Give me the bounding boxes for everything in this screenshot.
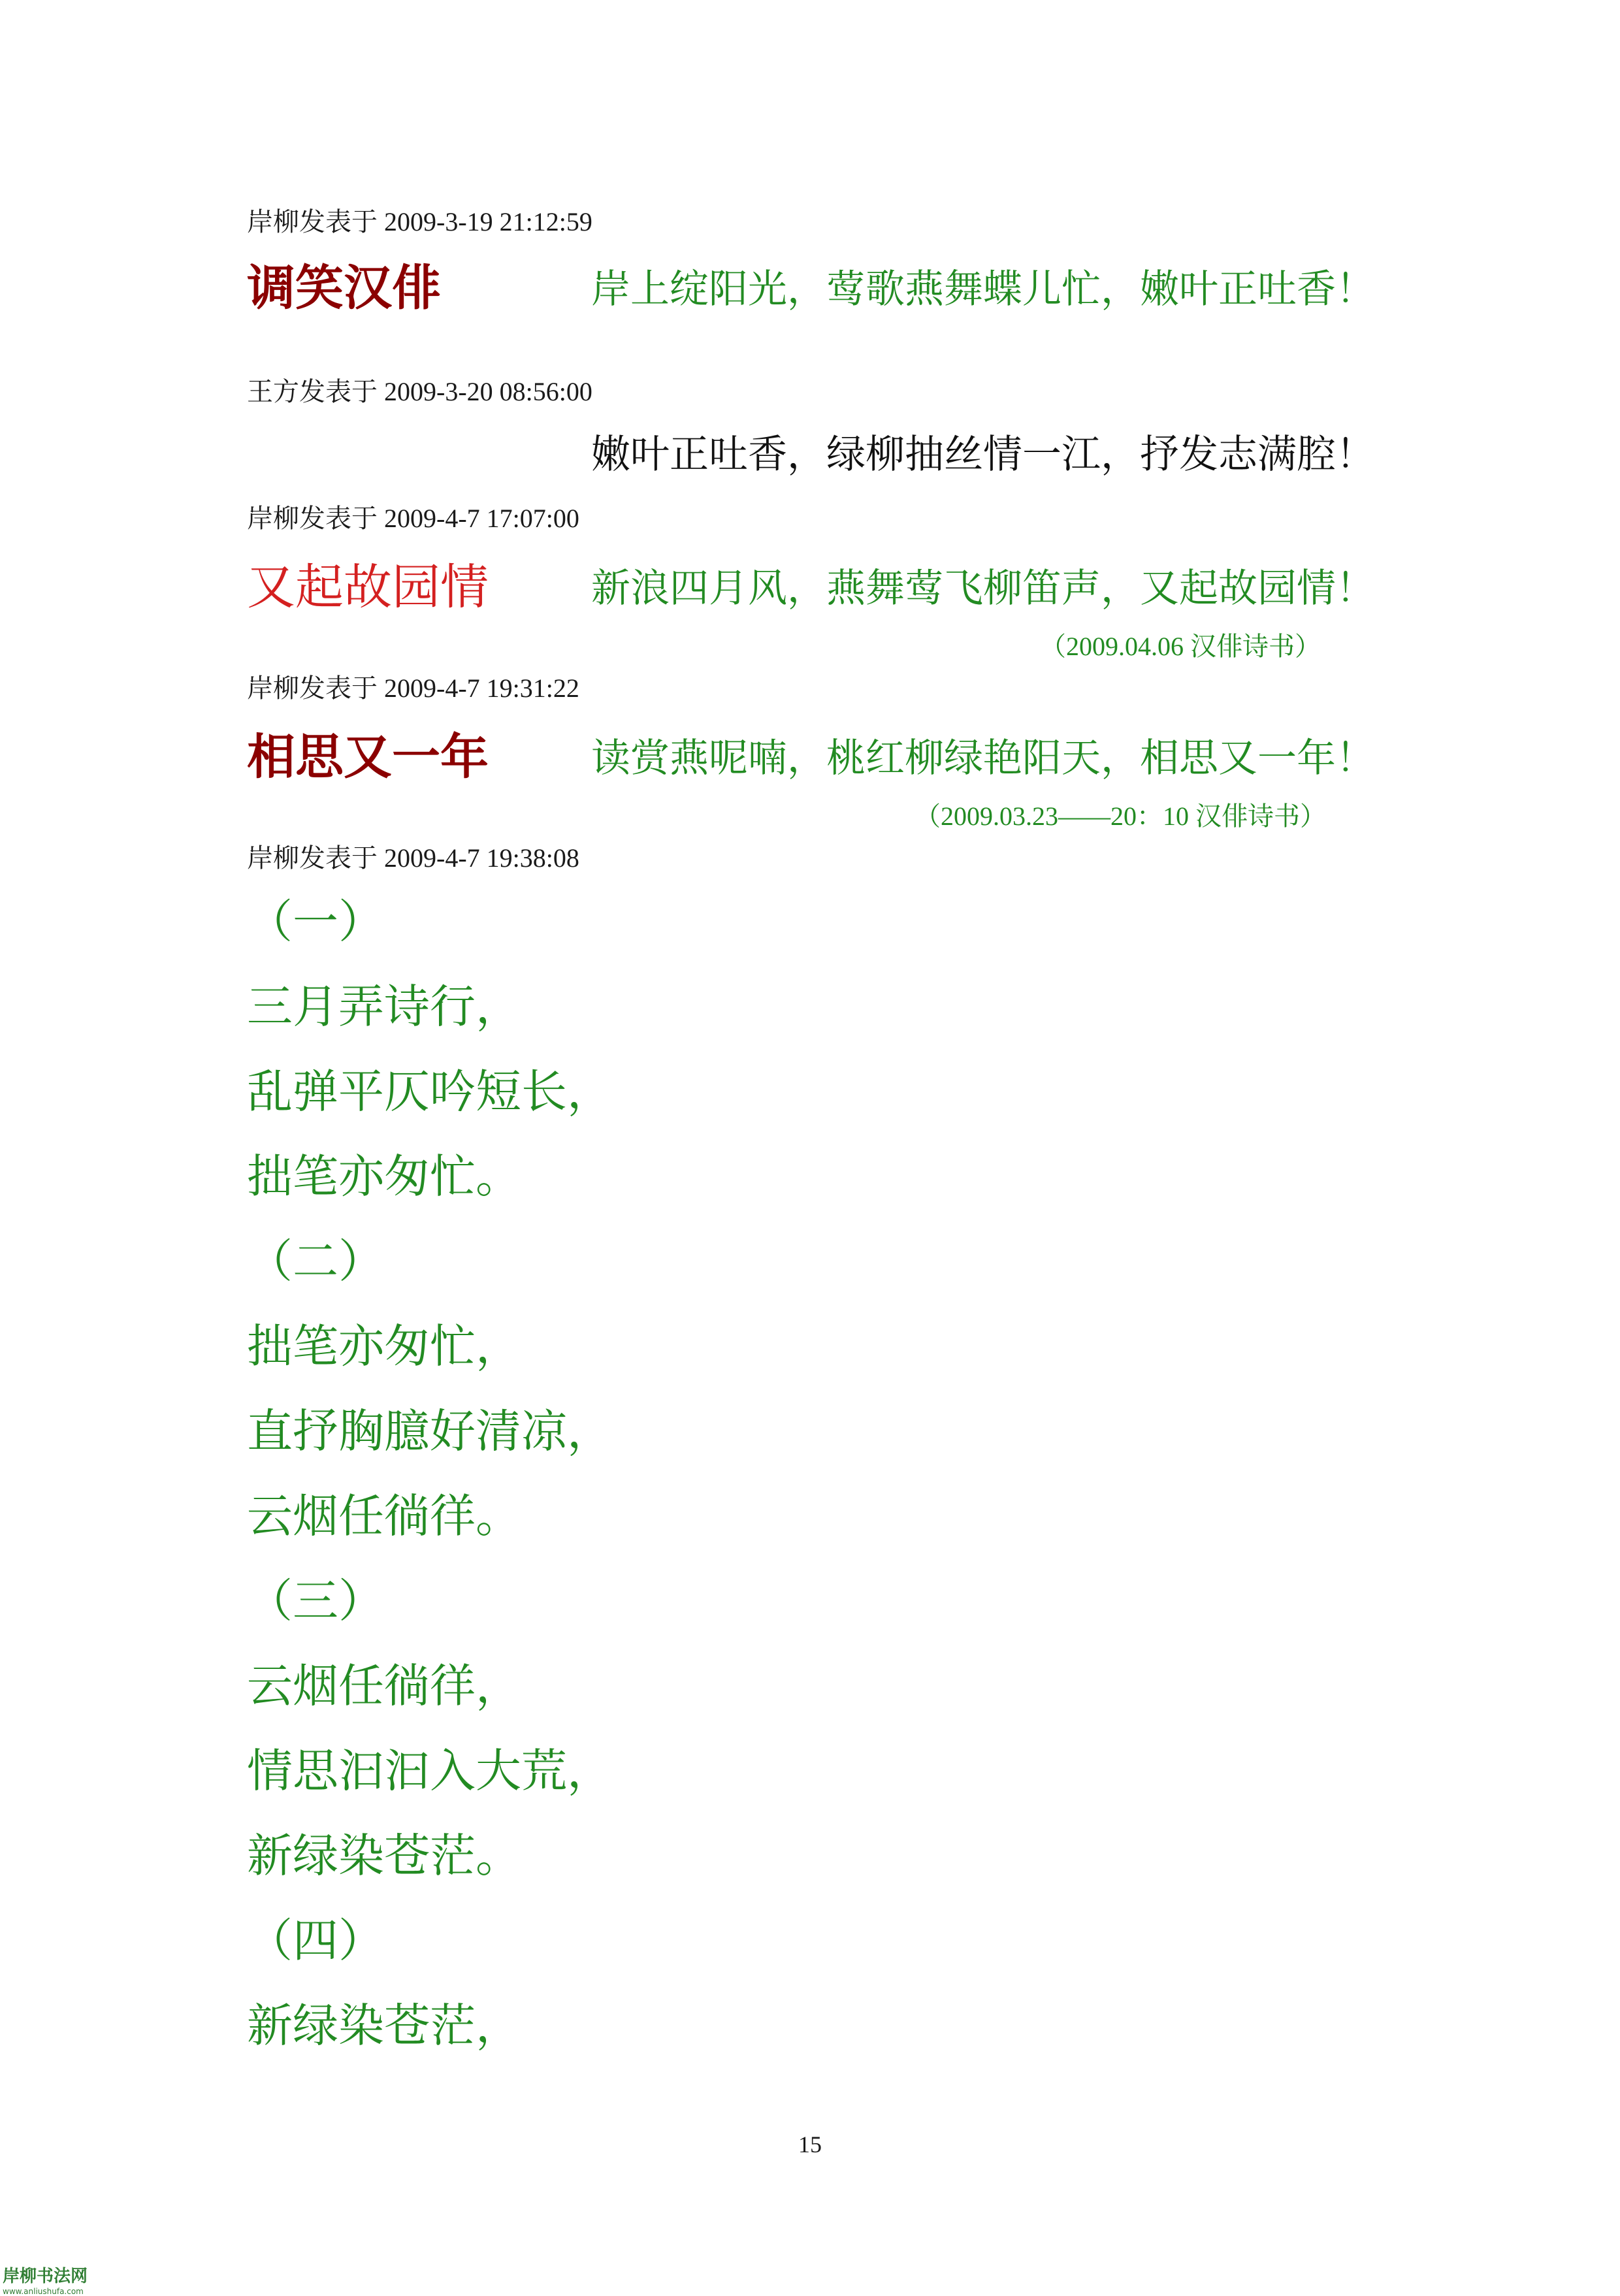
post-meta: 岸柳发表于 2009-4-7 19:31:22 bbox=[247, 673, 579, 703]
post-verse: 新浪四月风，燕舞莺飞柳笛声，又起故园情！ bbox=[591, 566, 1375, 611]
logo-url: www.anliushufa.com bbox=[3, 2287, 84, 2296]
poem-line: 云烟任徜徉。 bbox=[247, 1489, 521, 1543]
post-meta: 岸柳发表于 2009-4-7 17:07:00 bbox=[247, 504, 579, 533]
poem-line: 新绿染苍茫。 bbox=[247, 1829, 521, 1883]
poem-section-heading: （一） bbox=[247, 895, 384, 948]
poem-line: 拙笔亦匆忙， bbox=[247, 1319, 521, 1373]
poem-section-heading: （四） bbox=[247, 1914, 384, 1967]
logo-text: 岸柳书法网 bbox=[3, 2267, 88, 2286]
poem-line: 拙笔亦匆忙。 bbox=[247, 1150, 521, 1203]
post-title: 又起故园情 bbox=[247, 559, 489, 615]
post-verse: 读赏燕呢喃，桃红柳绿艳阳天，相思又一年！ bbox=[591, 736, 1375, 781]
poem-section-heading: （三） bbox=[247, 1574, 384, 1628]
page-number: 15 bbox=[798, 2131, 822, 2158]
poem-line: 情思汩汩入大荒， bbox=[247, 1744, 613, 1798]
poem-line: 直抒胸臆好清凉， bbox=[247, 1404, 613, 1458]
post-title: 相思又一年 bbox=[247, 729, 489, 785]
post-meta: 岸柳发表于 2009-4-7 19:38:08 bbox=[247, 843, 579, 873]
post-note: （2009.04.06 汉俳诗书） bbox=[1040, 632, 1321, 661]
post-meta: 岸柳发表于 2009-3-19 21:12:59 bbox=[247, 207, 592, 236]
site-logo bbox=[3, 2263, 88, 2296]
post-title: 调笑汉俳 bbox=[247, 260, 440, 316]
post-verse: 嫩叶正吐香，绿柳抽丝情一江，抒发志满腔！ bbox=[591, 432, 1375, 477]
poem-line: 三月弄诗行， bbox=[247, 980, 521, 1033]
poem-line: 云烟任徜徉， bbox=[247, 1659, 521, 1713]
post-note: （2009.03.23——20：10 汉俳诗书） bbox=[915, 801, 1326, 831]
post-verse: 岸上绽阳光，莺歌燕舞蝶儿忙，嫩叶正吐香！ bbox=[591, 267, 1375, 312]
poem-line: 乱弹平仄吟短长， bbox=[247, 1065, 613, 1118]
poem-line: 新绿染苍茫， bbox=[247, 1999, 521, 2052]
post-meta: 王方发表于 2009-3-20 08:56:00 bbox=[247, 377, 592, 406]
poem-section-heading: （二） bbox=[247, 1235, 384, 1288]
